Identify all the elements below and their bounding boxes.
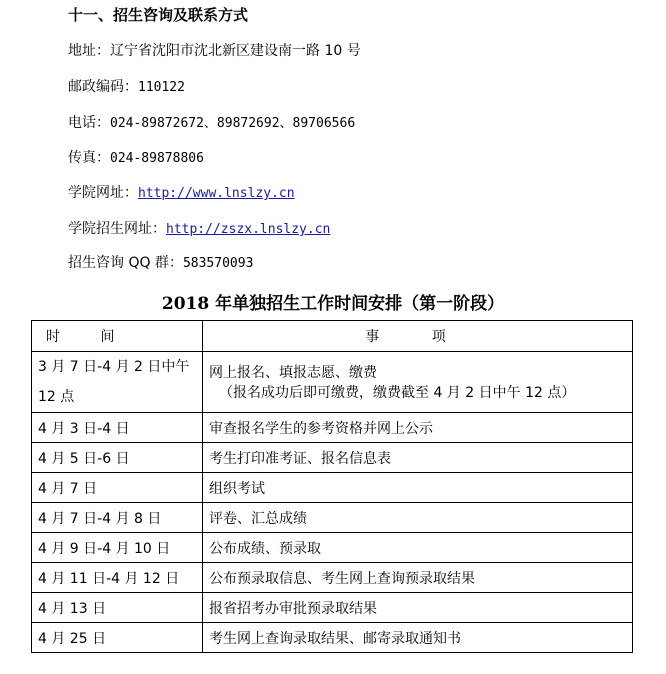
row-time: 4 月 5 日-6 日 <box>32 443 203 473</box>
header-item: 事 项 <box>203 321 633 352</box>
website-link[interactable]: http://www.lnslzy.cn <box>138 186 295 201</box>
row-item: 报省招考办审批预录取结果 <box>203 593 633 623</box>
qq-line <box>68 252 253 272</box>
postcode-value: 110122 <box>138 80 185 95</box>
admission-site-label: 学院招生网址： <box>68 221 166 237</box>
postcode-line <box>68 76 185 96</box>
row-time: 4 月 11 日-4 月 12 日 <box>32 563 203 593</box>
row-time: 4 月 3 日-4 日 <box>32 413 203 443</box>
fax-line <box>68 147 204 167</box>
qq-value: 583570093 <box>182 256 254 271</box>
address-label: 地址： <box>68 43 110 59</box>
row-item: 公布预录取信息、考生网上查询预录取结果 <box>203 563 633 593</box>
website-label: 学院网址： <box>68 185 138 201</box>
table-row <box>32 473 633 503</box>
row-item: 考生打印准考证、报名信息表 <box>203 443 633 473</box>
row-time: 4 月 25 日 <box>32 623 203 653</box>
row-time: 3 月 7 日-4 月 2 日中午 12 点 <box>32 352 203 413</box>
qq-label: 招生咨询 QQ 群： <box>68 255 183 271</box>
row-time: 4 月 7 日 <box>32 473 203 503</box>
header-time: 时 间 <box>32 321 203 352</box>
row-time: 4 月 7 日-4 月 8 日 <box>32 503 203 533</box>
fax-value: 024-89878806 <box>110 151 204 166</box>
row-item: 评卷、汇总成绩 <box>203 503 633 533</box>
row-item: 公布成绩、预录取 <box>203 533 633 563</box>
table-header-row <box>32 321 633 352</box>
table-row <box>32 443 633 473</box>
schedule-table <box>31 320 633 653</box>
row-time: 4 月 13 日 <box>32 593 203 623</box>
row-item-text: 网上报名、填报志愿、缴费 <box>209 365 377 381</box>
address-line <box>68 40 361 60</box>
postcode-label: 邮政编码： <box>68 79 138 95</box>
admission-site-link[interactable]: http://zszx.lnslzy.cn <box>166 222 331 237</box>
row-item <box>203 352 633 413</box>
schedule-title: 2018 年单独招生工作时间安排（第一阶段） <box>161 294 505 314</box>
table-row <box>32 352 633 413</box>
table-row <box>32 623 633 653</box>
phone-value: 024-89872672、89872692、89706566 <box>110 116 356 131</box>
address-value: 辽宁省沈阳市沈北新区建设南一路 10 号 <box>110 43 361 59</box>
row-time: 4 月 9 日-4 月 10 日 <box>32 533 203 563</box>
phone-line <box>68 112 355 132</box>
row-item: 审查报名学生的参考资格并网上公示 <box>203 413 633 443</box>
fax-label: 传真： <box>68 150 110 166</box>
row-item: 组织考试 <box>203 473 633 503</box>
table-row <box>32 563 633 593</box>
section-title: 十一、招生咨询及联系方式 <box>68 6 249 24</box>
table-row <box>32 533 633 563</box>
admission-site-line <box>68 218 330 238</box>
phone-label: 电话： <box>68 115 110 131</box>
table-row <box>32 413 633 443</box>
table-row <box>32 593 633 623</box>
table-row <box>32 503 633 533</box>
website-line <box>68 182 295 202</box>
row-item-note: （报名成功后即可缴费，缴费截至 4 月 2 日中午 12 点） <box>219 385 576 401</box>
row-item: 考生网上查询录取结果、邮寄录取通知书 <box>203 623 633 653</box>
